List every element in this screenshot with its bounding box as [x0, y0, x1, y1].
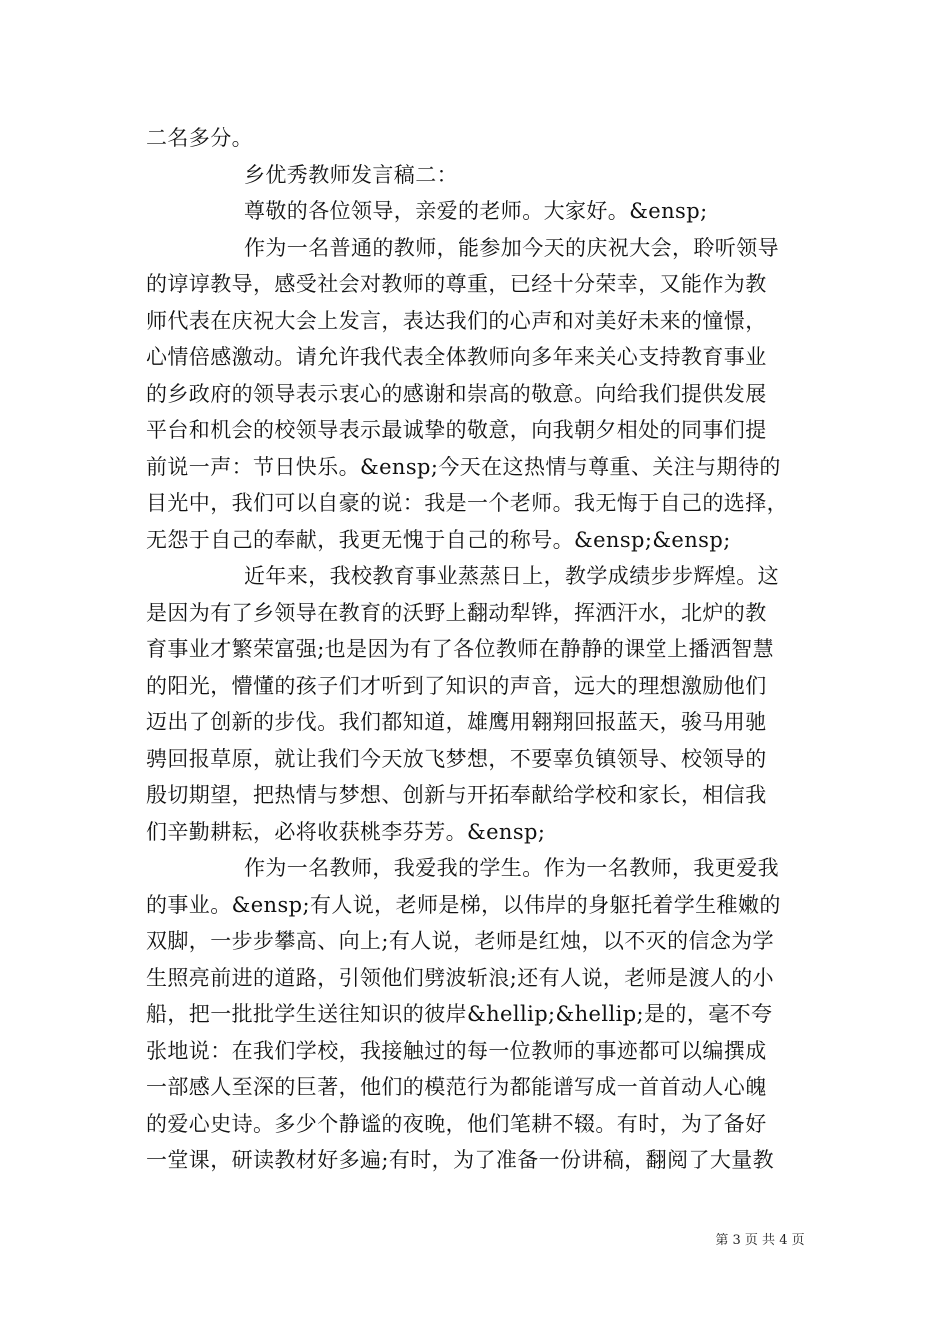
- text-line: 船，把一批批学生送往知识的彼岸&hellip;&hellip;是的，毫不夸: [146, 1002, 773, 1026]
- text-line: 骋回报草原，就让我们今天放飞梦想，不要辜负镇领导、校领导的: [146, 746, 767, 771]
- text-line: 乡优秀教师发言稿二：: [244, 162, 458, 187]
- text-line: 的乡政府的领导表示衷心的感谢和崇高的敬意。向给我们提供发展: [146, 381, 767, 406]
- text-line: 平台和机会的校领导表示最诚挚的敬意，向我朝夕相处的同事们提: [146, 418, 767, 442]
- text-line: 的事业。&ensp;有人说，老师是梯，以伟岸的身躯托着学生稚嫩的: [146, 892, 781, 917]
- text-line: 双脚，一步步攀高、向上;有人说，老师是红烛，以不灭的信念为学: [146, 929, 775, 953]
- text-line: 无怨于自己的奉献，我更无愧于自己的称号。&ensp;&ensp;: [146, 527, 731, 552]
- text-line: 一堂课，研读教材好多遍;有时，为了准备一份讲稿，翻阅了大量教: [146, 1148, 775, 1172]
- text-line: 的阳光，懵懂的孩子们才听到了知识的声音，远大的理想激励他们: [146, 673, 767, 698]
- text-line: 张地说：在我们学校，我接触过的每一位教师的事迹都可以编撰成: [146, 1038, 767, 1063]
- document-body: [146, 120, 826, 1179]
- text-line: 目光中，我们可以自豪的说：我是一个老师。我无悔于自己的选择，: [146, 491, 788, 515]
- text-line: 作为一名普通的教师，能参加今天的庆祝大会，聆听领导: [244, 235, 779, 260]
- text-line: 的谆谆教导，感受社会对教师的尊重，已经十分荣幸，又能作为教: [146, 272, 767, 296]
- text-line: 尊敬的各位领导，亲爱的老师。大家好。&ensp;: [244, 199, 708, 223]
- text-line: 殷切期望，把热情与梦想、创新与开拓奉献给学校和家长，相信我: [146, 783, 767, 807]
- text-line: 生照亮前进的道路，引领他们劈波斩浪;还有人说，老师是渡人的小: [146, 965, 775, 990]
- text-line: 二名多分。: [146, 126, 253, 150]
- text-line: 们辛勤耕耘，必将收获桃李芬芳。&ensp;: [146, 819, 546, 844]
- text-line: 心情倍感激动。请允许我代表全体教师向多年来关心支持教育事业: [146, 345, 767, 369]
- text-line: 育事业才繁荣富强;也是因为有了各位教师在静静的课堂上播洒智慧: [146, 637, 775, 661]
- text-line: 迈出了创新的步伐。我们都知道，雄鹰用翱翔回报蓝天，骏马用驰: [146, 710, 767, 734]
- text-line: 师代表在庆祝大会上发言，表达我们的心声和对美好未来的憧憬，: [146, 308, 767, 333]
- text-line: 是因为有了乡领导在教育的沃野上翻动犁铧，挥洒汗水，北炉的教: [146, 600, 767, 625]
- text-line: 的爱心史诗。多少个静谧的夜晚，他们笔耕不辍。有时，为了备好: [146, 1111, 767, 1136]
- text-line: 一部感人至深的巨著，他们的模范行为都能谱写成一首首动人心魄: [146, 1075, 767, 1099]
- text-line: 近年来，我校教育事业蒸蒸日上，教学成绩步步辉煌。这: [244, 564, 779, 588]
- page-footer: 第 3 页 共 4 页: [715, 1233, 805, 1248]
- text-line: 作为一名教师，我爱我的学生。作为一名教师，我更爱我: [244, 856, 779, 880]
- text-line: 前说一声：节日快乐。&ensp;今天在这热情与尊重、关注与期待的: [146, 454, 781, 479]
